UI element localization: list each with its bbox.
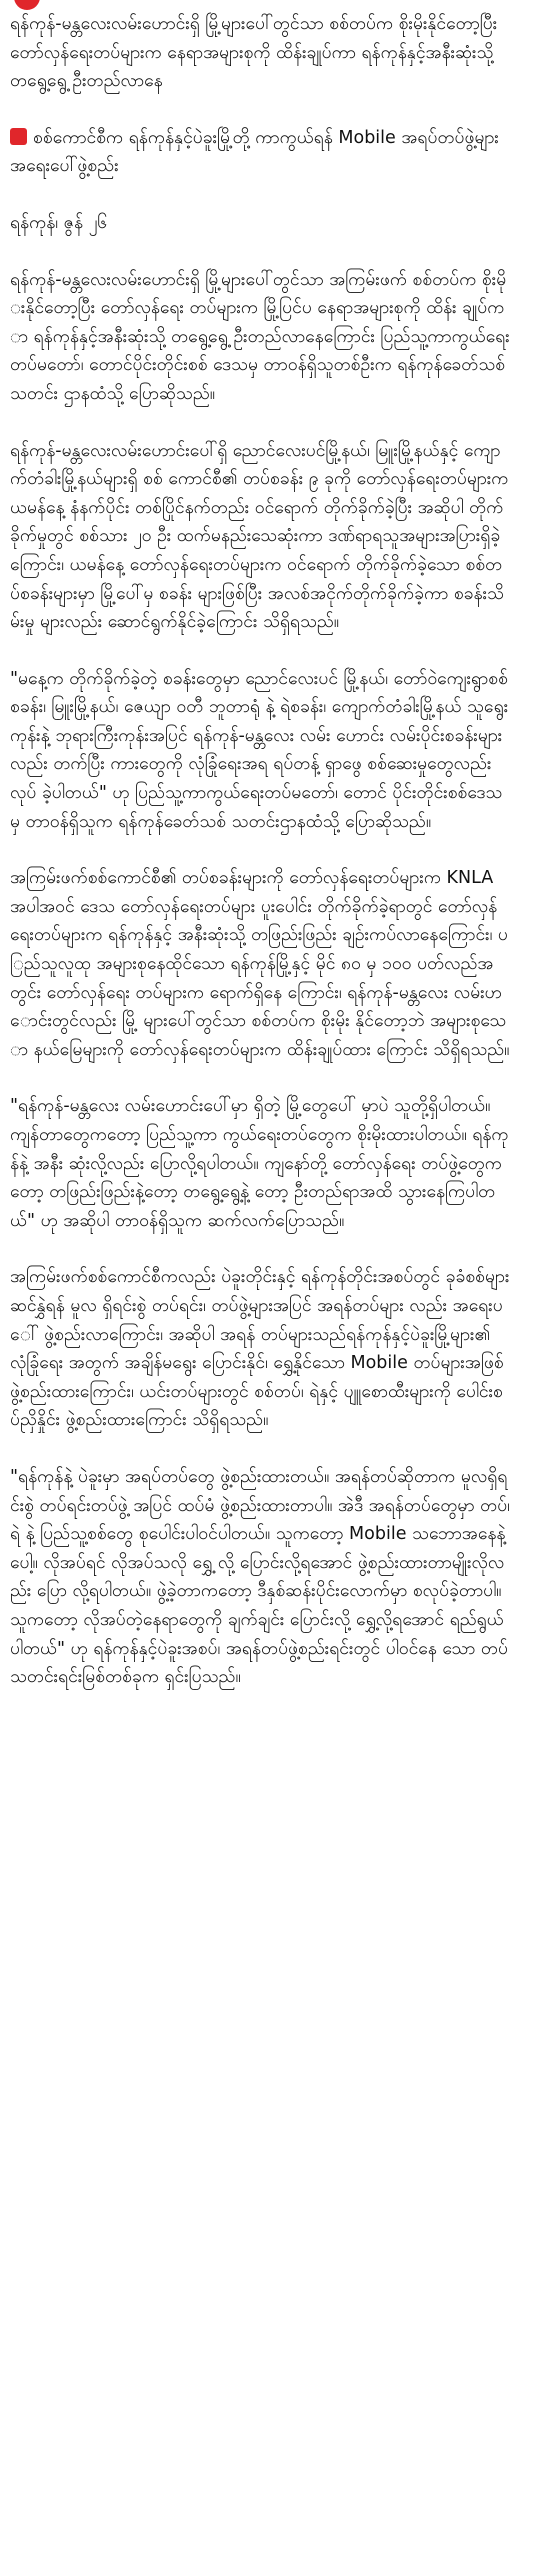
article-paragraph: အကြမ်းဖက်စစ်ကောင်စီကလည်း ပဲခူးတိုင်းနှင့် ရန်ကုန်တိုင်းအစပ်တွင် ခုခံစစ်များ ဆင်နွှဲရန် မူလ ရှိရင်းစွဲ တပ်ရင်း၊ တပ်ဖွဲ့များအပြင် အရန်တပ်များ လည်း အရေးပေါ် ဖွဲ့စည်းလာကြောင်း၊ အဆိုပါ အရန် တပ်များသည်ရန်ကုန်နှင့်ပဲခူးမြို့များ၏ လုံခြုံရေး အတွက် အချိန်မရွေး ပြောင်းနိုင်၊ ရွှေ့နိုင်သော Mobile တပ်များအဖြစ် ဖွဲ့စည်းထားကြောင်း၊ ယင်းတပ်များတွင် စစ်တပ်၊ ရဲနှင့် ပျူစောထီးများကို ပေါင်းစပ်ညှိနှိုင်း ဖွဲ့စည်းထားကြောင်း သိရှိရသည်။ [10,1267,510,1431]
article-paragraph: ရန်ကုန်-မန္တလေးလမ်းဟောင်းပေါ်ရှိ ညောင်လေးပင်မြို့နယ်၊ မြူးမြို့နယ်နှင့် ကျောက်တံခါးမြို့နယ်များရှိ စစ် ကောင်စီ၏ တပ်စခန်း ၉ ခုကို တော်လှန်ရေးတပ်များက ယမန်နေ့ နံနက်ပိုင်း တစ်ပြိုင်နက်တည်း ဝင်ရောက် တိုက်ခိုက်ခဲ့ပြီး အဆိုပါ တိုက်ခိုက်မှုတွင် စစ်သား ၂၀ ဦး ထက်မနည်းသေဆုံးကာ ဒဏ်ရာရသူအများအပြားရှိခဲ့ ကြောင်း၊ ယမန်နေ့ တော်လှန်ရေးတပ်များက ဝင်ရောက် တိုက်ခိုက်ခဲ့သော စစ်တပ်စခန်းများမှာ မြို့ပေါ်မှ စခန်း များဖြစ်ပြီး အလစ်အငိုက်တိုက်ခိုက်ခဲ့ကာ စခန်းသိမ်းမှု များလည်း ဆောင်ရွက်နိုင်ခဲ့ကြောင်း သိရှိရသည်။ [10,440,509,633]
red-square-alert-icon [10,128,27,145]
article-subheadline [10,124,510,181]
article-headline: ရန်ကုန်-မန္တလေးလမ်းဟောင်းရှိ မြို့များပေါ်တွင်သာ စစ်တပ်က စိုးမိုးနိုင်တော့ပြီး တော်လှန်ရေးတပ်များက နေရာအများစုကို ထိန်းချုပ်ကာ ရန်ကုန်နှင့်အနီးဆုံးသို့ တရွေ့ရွေ့ ဦးတည်လာနေ [10,14,498,92]
article-paragraph: "မနေ့က တိုက်ခိုက်ခဲ့တဲ့ စခန်းတွေမှာ ညောင်လေးပင် မြို့နယ်၊ တော်ဝဲကျေးရွာစစ်စခန်း၊ မြူးမြို့နယ်၊ ဇေယျာ ဝတီ ဘူတာရုံ နဲ့ ရဲစခန်း၊ ကျောက်တံခါးမြို့နယ် သူရွေး ကုန်းနဲ့ ဘုရားကြီးကုန်းအပြင် ရန်ကုန်-မန္တလေး လမ်း ဟောင်း လမ်းပိုင်းစခန်းများလည်း တက်ပြီး ကားတွေကို လုံခြုံရေးအရ ရပ်တန့် ရှာဖွေ စစ်ဆေးမှုတွေလည်း လုပ် ခဲ့ပါတယ်" ဟု ပြည်သူ့ကာကွယ်ရေးတပ်မတော်၊ တောင် ပိုင်းတိုင်းစစ်ဒေသမှ တာဝန်ရှိသူက ရန်ကုန်ခေတ်သစ် သတင်းဌာနထံသို့ ပြောဆိုသည်။ [10,668,509,832]
dateline: ရန်ကုန်၊ ဇွန် ၂၆ [10,212,108,233]
article-paragraph: "ရန်ကုန်-မန္တလေး လမ်းဟောင်းပေါ်မှာ ရှိတဲ့ မြို့တွေပေါ် မှာပဲ သူတို့ရှိပါတယ်။ ကျန်တာတွေကတော့ ပြည်သူ့ကာ ကွယ်ရေးတပ်တွေက စိုးမိုးထားပါတယ်။ ရန်ကုန်နဲ့ အနီး ဆုံးလို့လည်း ပြောလို့ရပါတယ်။ ကျနော်တို့ တော်လှန်ရေး တပ်ဖွဲ့တွေကတော့ တဖြည်းဖြည်းနဲ့တော့ တရွေ့ရွေ့နဲ့ တော့ ဦးတည်ရာအထိ သွားနေကြပါတယ်" ဟု အဆိုပါ တာဝန်ရှိသူက ဆက်လက်ပြောသည်။ [10,1096,509,1231]
red-circle-icon [14,0,40,10]
subheadline-text: စစ်ကောင်စီက ရန်ကုန်နှင့်ပဲခူးမြို့တို့ ကာကွယ်ရန် Mobile အရပ်တပ်ဖွဲ့များ အရေးပေါ်ဖွဲ့စည်း [10,127,499,177]
article-paragraph: "ရန်ကုန်နဲ့ ပဲခူးမှာ အရပ်တပ်တွေ ဖွဲ့စည်းထားတယ်။ အရန်တပ်ဆိုတာက မူလရှိရင်းစွဲ တပ်ရင်းတပ်ဖွဲ့ အပြင် ထပ်မံ ဖွဲ့စည်းထားတာပါ။ အဲဒီ အရန်တပ်တွေမှာ တပ်၊ ရဲ နဲ့ ပြည်သူ့စစ်တွေ စုပေါင်းပါဝင်ပါတယ်။ သူကတော့ Mobile သဘောအနေနဲ့ပေါ့။ လိုအပ်ရင် လိုအပ်သလို ရွှေ့ လို့ ပြောင်းလို့ရအောင် ဖွဲ့စည်းထားတာမျိုးလိုလည်း ပြော လို့ရပါတယ်။ ဖွဲ့ခဲ့တာကတော့ ဒီနှစ်ဆန်းပိုင်းလောက်မှာ စလုပ်ခဲ့တာပါ။ သူကတော့ လိုအပ်တဲ့နေရာတွေကို ချက်ချင်း ပြောင်းလို့ ရွှေ့လို့ရအောင် ရည်ရွယ်ပါတယ်" ဟု ရန်ကုန်နှင့်ပဲခူးအစပ်၊ အရန်တပ်ဖွဲ့စည်းရင်းတွင် ပါဝင်နေ သော တပ်သတင်းရင်းမြစ်တစ်ခုက ရှင်းပြသည်။ [10,1466,510,1688]
article-body [10,10,510,1720]
article-paragraph: အကြမ်းဖက်စစ်ကောင်စီ၏ တပ်စခန်းများကို တော်လှန်ရေးတပ်များက KNLA အပါအဝင် ဒေသ တော်လှန်ရေးတပ်များ ပူးပေါင်း တိုက်ခိုက်ခဲ့ရာတွင် တော်လှန် ရေးတပ်များက ရန်ကုန်နှင့် အနီးဆုံးသို့ တဖြည်းဖြည်း ချဉ်းကပ်လာနေကြောင်း၊ ပြည်သူလူထု အများစုနေထိုင်သော ရန်ကုန်မြို့နှင့် မိုင် ၈၀ မှ ၁၀၀ ပတ်လည်အတွင်း တော်လှန်ရေး တပ်များက ရောက်ရှိနေ ကြောင်း၊ ရန်ကုန်-မန္တလေး လမ်းဟောင်းတွင်လည်း မြို့ များပေါ်တွင်သာ စစ်တပ်က စိုးမိုး နိုင်တော့ဘဲ အများစုသော နယ်မြေများကို တော်လှန်ရေးတပ်များက ထိန်းချုပ်ထား ကြောင်း သိရှိရသည်။ [10,868,510,1060]
article-paragraph: ရန်ကုန်-မန္တလေးလမ်းဟောင်းရှိ မြို့များပေါ်တွင်သာ အကြမ်းဖက် စစ်တပ်က စိုးမိုးနိုင်တော့ပြီး တော်လှန်ရေး တပ်များက မြို့ပြင်ပ နေရာအများစုကို ထိန်း ချုပ်ကာ ရန်ကုန်နှင့်အနီးဆုံးသို့ တရွေ့ရွေ့ ဦးတည်လာနေကြောင်း ပြည်သူ့ကာကွယ်ရေးတပ်မတော်၊ တောင်ပိုင်းတိုင်းစစ် ဒေသမှ တာဝန်ရှိသူတစ်ဦးက ရန်ကုန်ခေတ်သစ်သတင်း ဌာနထံသို့ ပြောဆိုသည်။ [10,269,510,404]
